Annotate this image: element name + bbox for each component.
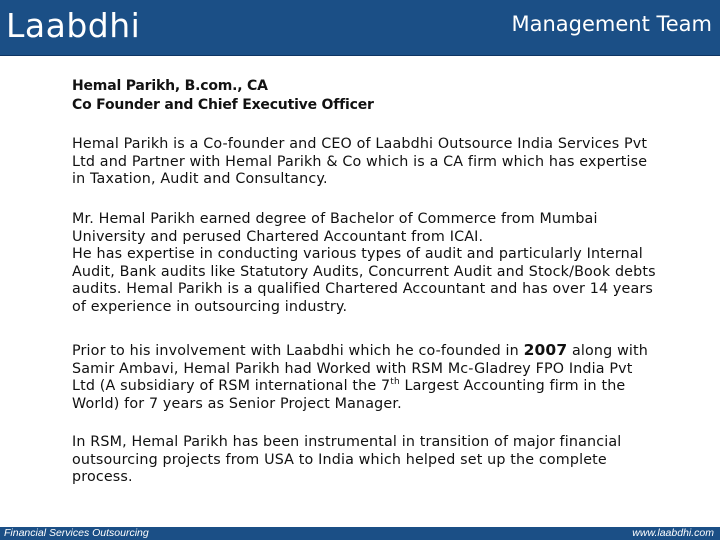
paragraph-line: Samir Ambavi, Hemal Parikh had Worked with RSM Mc-Gladrey FPO India Pvt [72, 360, 633, 377]
paragraph-line: in Taxation, Audit and Consultancy. [72, 171, 328, 187]
text-segment: Ltd (A subsidiary of RSM international the 7 [72, 378, 391, 394]
brand-logo-text: Laabdhi [6, 6, 141, 45]
bio-paragraph-3 [72, 342, 702, 413]
paragraph-line: Hemal Parikh is a Co-founder and CEO of Laabdhi Outsource India Services Pvt [72, 136, 648, 152]
person-role: Co Founder and Chief Executive Officer [72, 97, 374, 113]
paragraph-line: University and perused Chartered Accountant from ICAI. [72, 228, 484, 245]
paragraph-line: of experience in outsourcing industry. [72, 298, 348, 315]
paragraph-line: audits. Hemal Parikh is a qualified Chartered Accountant and has over 14 years [72, 281, 653, 297]
paragraph-line: Ltd and Partner with Hemal Parikh & Co which is a CA firm which has expertise [72, 153, 648, 170]
ordinal-superscript: th [390, 377, 400, 388]
header-bar [0, 0, 720, 56]
text-segment: Prior to his involvement with Laabdhi which he co-founded in [72, 343, 524, 359]
paragraph-line: outsourcing projects from USA to India which helped set up the complete [72, 451, 607, 468]
footer-tagline: Financial Services Outsourcing [4, 527, 149, 539]
footer-bar [0, 527, 720, 540]
paragraph-line: He has expertise in conducting various types of audit and particularly Internal [72, 246, 643, 262]
paragraph-line [72, 378, 702, 396]
bio-paragraph-2 [72, 211, 702, 316]
paragraph-line: Audit, Bank audits like Statutory Audits, Concurrent Audit and Stock/Book debts [72, 263, 656, 280]
paragraph-line: Mr. Hemal Parikh earned degree of Bachelor of Commerce from Mumbai [72, 211, 598, 227]
person-name: Hemal Parikh, B.com., CA [72, 78, 268, 94]
bio-paragraph-1 [72, 136, 702, 189]
paragraph-line: In RSM, Hemal Parikh has been instrumental in transition of major financial [72, 434, 622, 450]
bio-paragraph-4 [72, 434, 702, 487]
footer-website: www.laabdhi.com [632, 527, 714, 539]
text-segment: Largest Accounting firm in the [399, 378, 626, 394]
section-title: Management Team [511, 12, 712, 36]
paragraph-line: World) for 7 years as Senior Project Manager. [72, 395, 402, 412]
paragraph-line: process. [72, 469, 133, 485]
text-segment: along with [567, 343, 649, 359]
founding-year: 2007 [523, 341, 568, 359]
paragraph-line [72, 342, 702, 361]
